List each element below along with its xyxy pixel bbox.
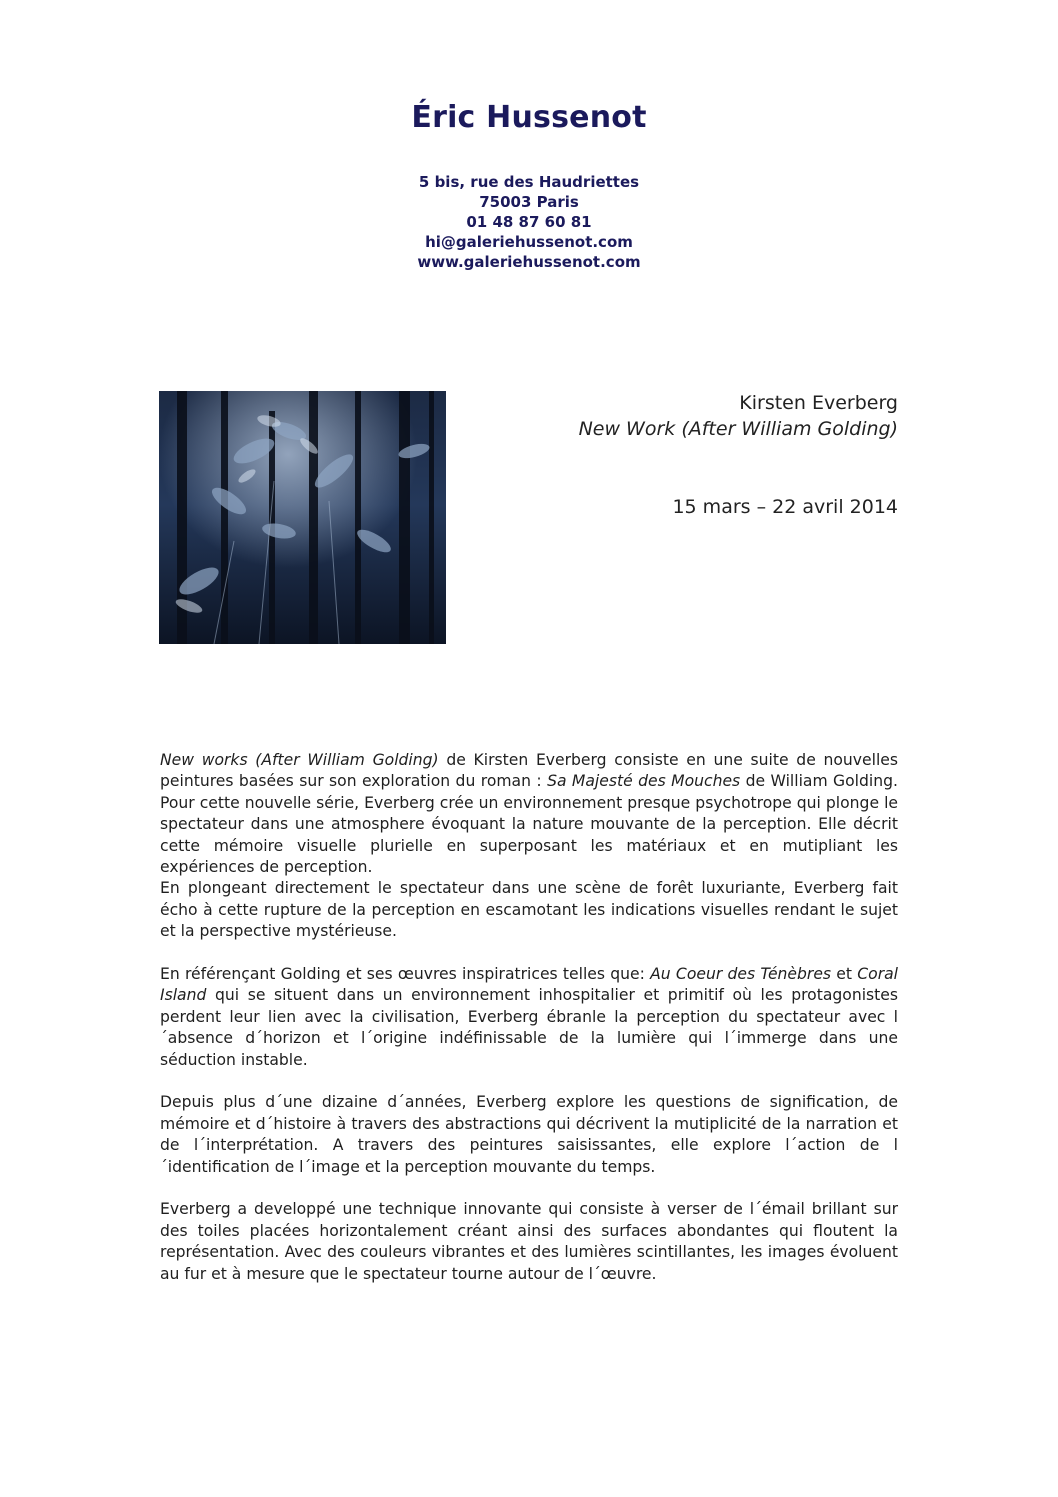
paragraph-1: [160, 750, 898, 878]
artist-name: Kirsten Everberg: [739, 392, 898, 414]
forest-painting: [159, 391, 446, 644]
exhibition-dates: 15 mars – 22 avril 2014: [672, 496, 898, 518]
exhibition-info: [579, 390, 898, 520]
address-email[interactable]: hi@galeriehussenot.com: [425, 233, 633, 251]
address-phone: 01 48 87 60 81: [466, 213, 592, 231]
paragraph-4: Depuis plus d´une dizaine d´années, Everberg explore les questions de signification, de mémoire et d´histoire à travers des abstractions qui décrivent la mutiplicité de la narration et de l´interprétation. A travers des peintures saisissantes, elle explore l´action de l´identification de l´image et la perception mouvante du temps.: [160, 1093, 898, 1176]
address-city: 75003 Paris: [479, 193, 579, 211]
paragraph-3: [160, 964, 898, 1071]
p3-text-b: et: [831, 965, 858, 984]
address-street: 5 bis, rue des Haudriettes: [418, 173, 640, 191]
letterhead: [0, 96, 1058, 272]
paragraph-5: Everberg a developpé une technique innovante qui consiste à verser de l´émail brillant sur des toiles placées horizontalement créant ainsi des surfaces abondantes qui floutent la représentation. Avec des couleurs vibrantes et des lumières scintillantes, les images évoluent au fur et à mesure que le spectateur tourne autour de l´œuvre.: [160, 1200, 898, 1283]
gallery-name: Éric Hussenot: [411, 100, 647, 135]
exhibition-title: New Work (After William Golding): [578, 418, 898, 440]
p1-text-a: de Kirsten Everberg consiste en une suite de nouvelles peintures basées sur son exploration du roman :: [160, 751, 899, 791]
paragraph-2: En plongeant directement le spectateur dans une scène de forêt luxuriante, Everberg fait écho à cette rupture de la perception en escamotant les indications visuelles rendant le sujet et la perspective mystérieuse.: [160, 879, 898, 941]
p1-text-b: de William Golding. Pour cette nouvelle série, Everberg crée un environnement presque psychotrope qui plonge le spectateur dans une atmosphere évoquant la nature mouvante de la perception. Elle décrit cette mémoire visuelle plurielle en superposant les matériaux et en mutipliant les expériences de perception.: [160, 772, 898, 877]
address-website[interactable]: www.galeriehussenot.com: [417, 253, 641, 271]
gallery-address: [0, 172, 1058, 272]
press-release-body: [160, 750, 898, 1307]
book-title-italic-2: Coral Island: [160, 965, 898, 1005]
work-title-italic: New works (After William Golding): [160, 751, 439, 769]
book-title-italic-1: Au Coeur des Ténèbres: [650, 965, 832, 984]
p3-text-a: En référençant Golding et ses œuvres inspiratrices telles que:: [160, 965, 651, 984]
novel-title-italic: Sa Majesté des Mouches: [547, 772, 741, 791]
artwork-image: [159, 391, 446, 644]
p3-text-c: qui se situent dans un environnement inhospitalier et primitif où les protagonistes perdent leur lien avec la civilisation, Everberg ébranle la perception du spectateur avec l´absence d´horizon et l´origine indéfinissable de la lumière qui l´immerge dans une séduction instable.: [160, 986, 898, 1069]
